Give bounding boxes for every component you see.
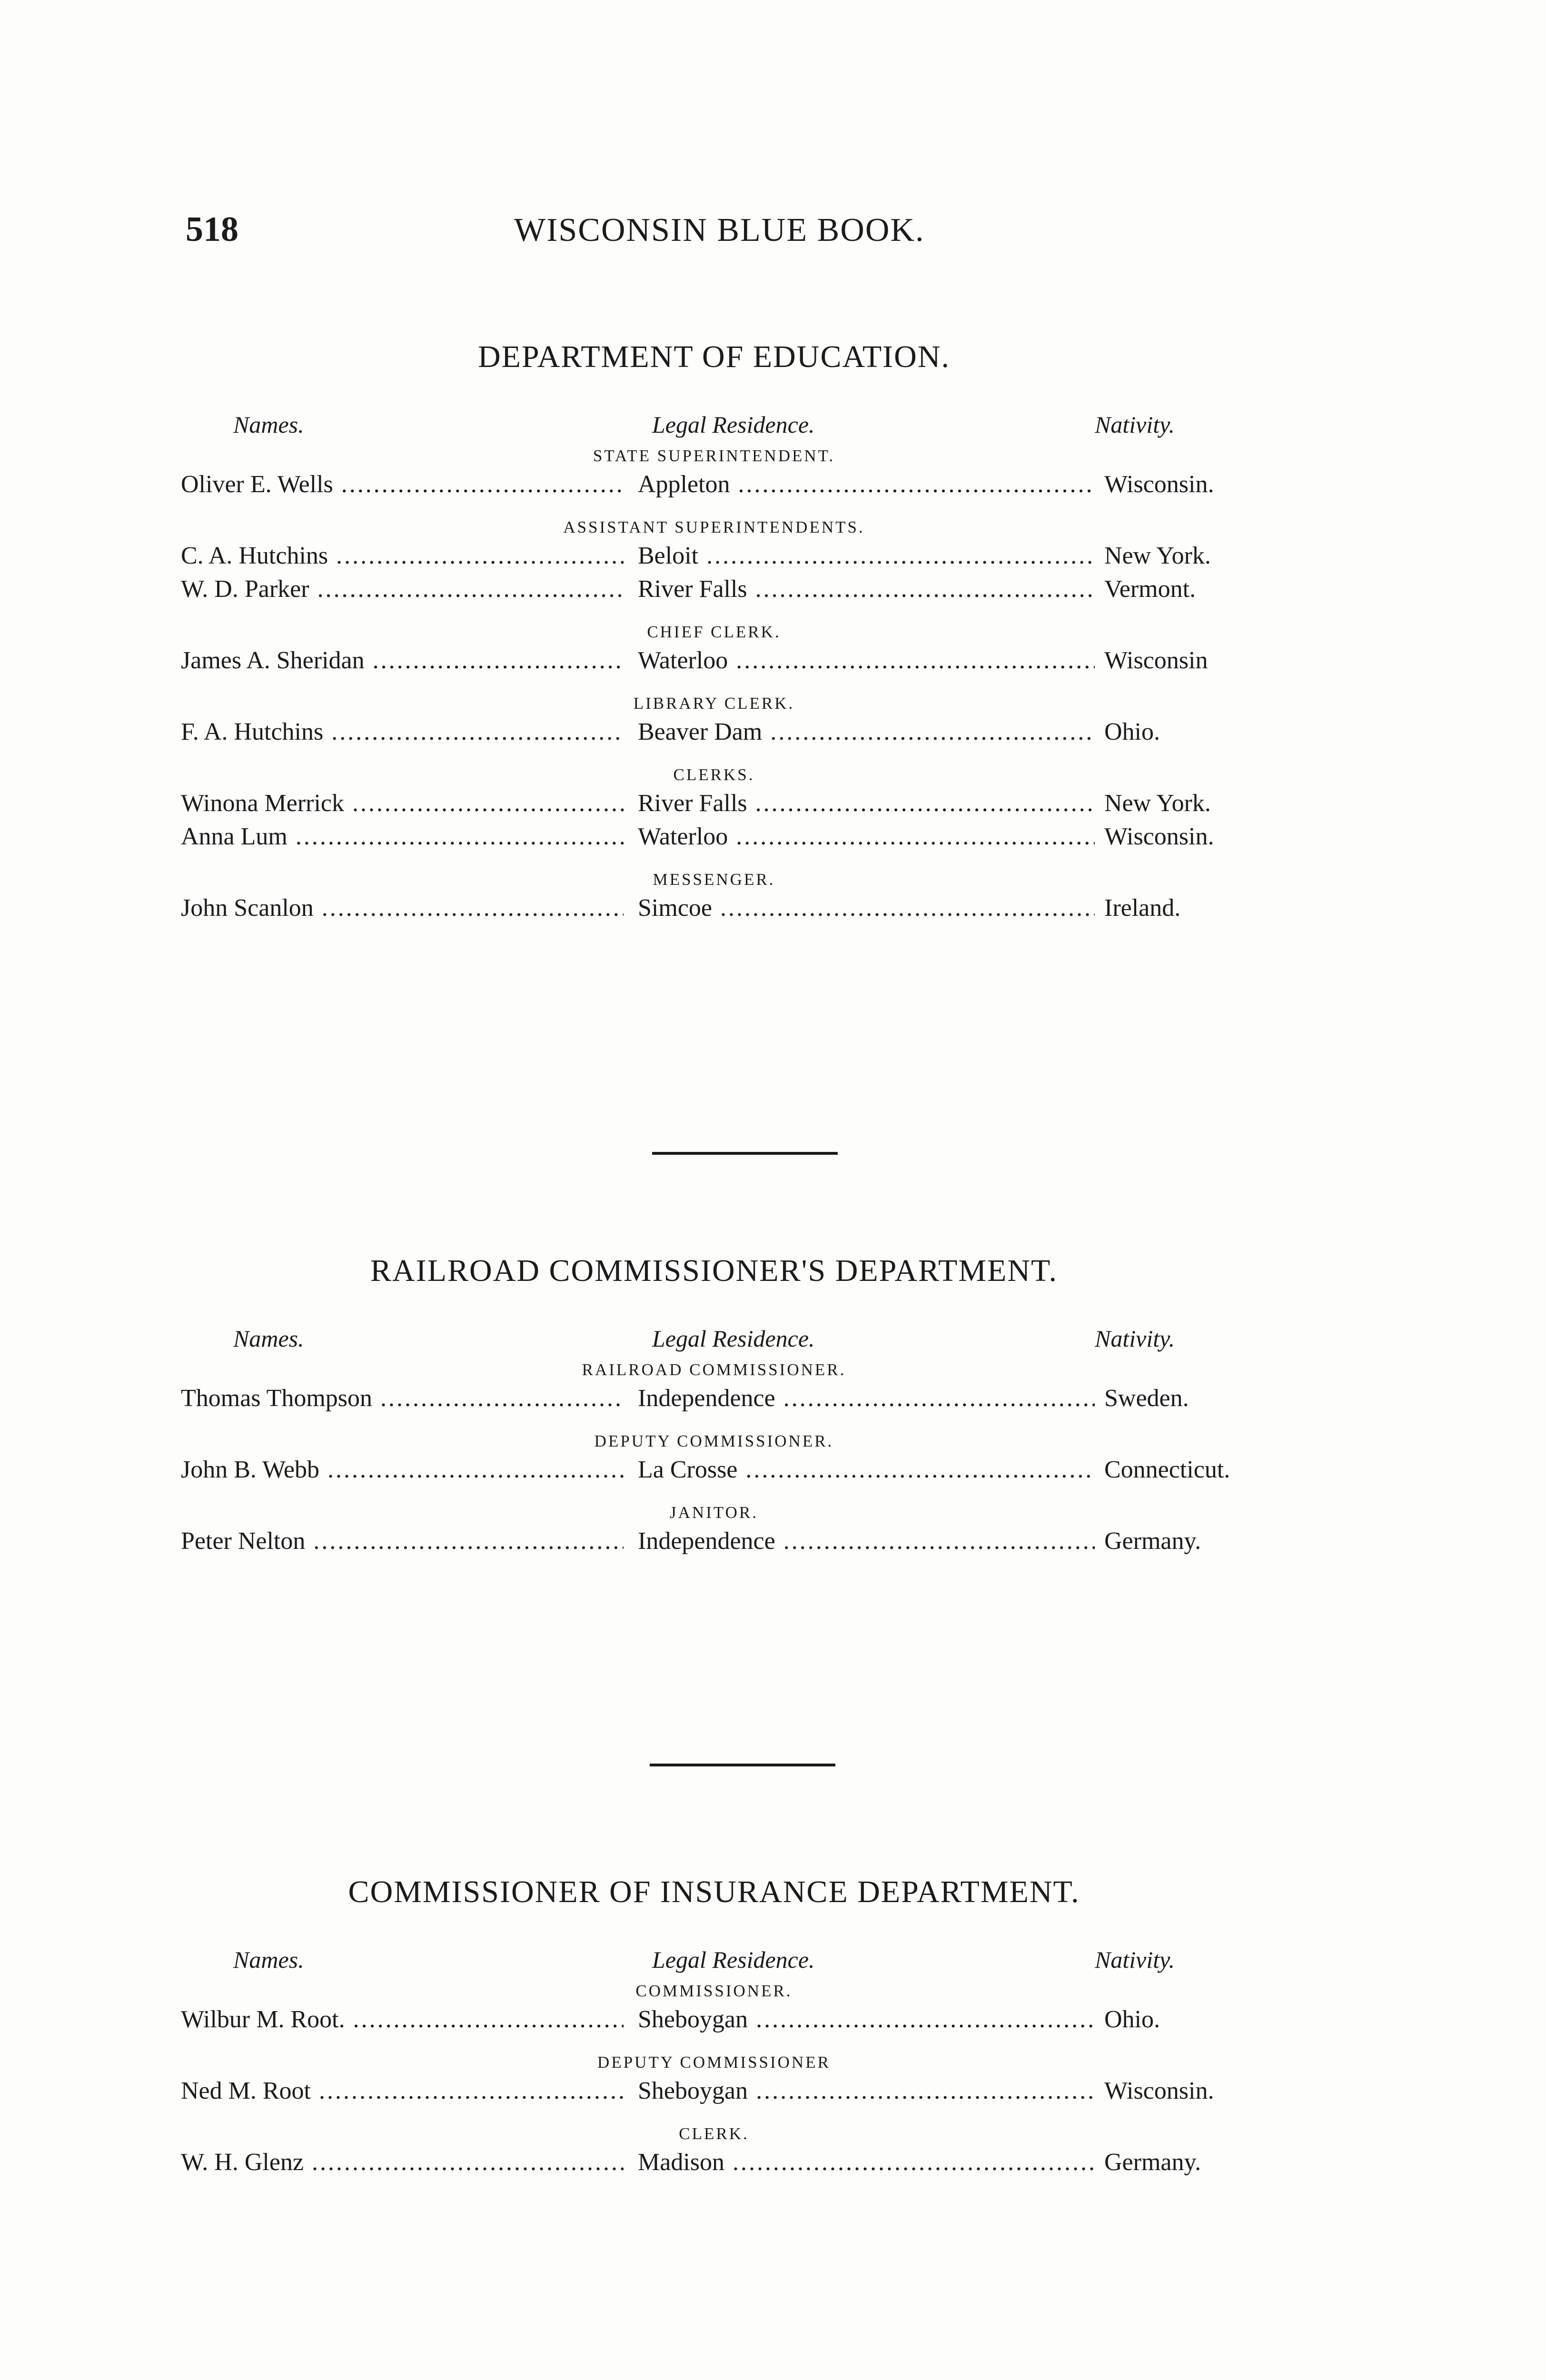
person-name: W. H. Glenz ..... (181, 2146, 624, 2179)
column-header-nativity: Nativity. (1095, 1946, 1175, 1973)
role-heading: LIBRARY CLERK. (633, 694, 795, 713)
table-row (181, 573, 1247, 606)
person-residence: Sheboygan ..... (638, 2003, 1095, 2036)
role-heading: ASSISTANT SUPERINTENDENTS. (563, 518, 865, 536)
section-title: COMMISSIONER OF INSURANCE DEPARTMENT. (348, 1874, 1080, 1909)
role-heading: DEPUTY COMMISSIONER. (594, 1432, 834, 1450)
person-name: Wilbur M. Root. ..... (181, 2003, 624, 2036)
person-residence: Sheboygan ..... (638, 2074, 1095, 2108)
column-header-residence: Legal Residence. (652, 411, 815, 438)
table-row (181, 892, 1247, 925)
table-row (181, 539, 1247, 573)
role-heading: CLERK. (679, 2124, 749, 2143)
role-heading: COMMISSIONER. (635, 1982, 793, 2000)
person-nativity: Wisconsin. (1104, 471, 1214, 498)
section-divider (650, 1764, 835, 1766)
role-heading: DEPUTY COMMISSIONER (597, 2053, 831, 2072)
person-residence: River Falls ..... (638, 573, 1095, 606)
column-header-names: Names. (233, 1946, 304, 1973)
person-name: Oliver E. Wells ..... (181, 468, 624, 501)
person-nativity: New York. (1104, 790, 1211, 817)
section-insurance (181, 1871, 1247, 2179)
table-row (181, 644, 1247, 677)
person-residence: Waterloo ..... (638, 820, 1095, 853)
person-name: F. A. Hutchins ..... (181, 715, 624, 749)
person-residence: Waterloo ..... (638, 644, 1095, 677)
table-row (181, 787, 1247, 820)
person-nativity: Ohio. (1104, 2006, 1160, 2033)
person-nativity: Wisconsin. (1104, 823, 1214, 850)
column-header-nativity: Nativity. (1095, 411, 1175, 438)
section-railroad (181, 1250, 1247, 1558)
person-name: John B. Webb ..... (181, 1453, 624, 1487)
table-row (181, 2074, 1247, 2108)
person-residence: Independence ..... (638, 1525, 1095, 1558)
person-nativity: Germany. (1104, 2149, 1201, 2176)
person-residence: Beloit ..... (638, 539, 1095, 573)
table-row (181, 2146, 1247, 2179)
person-nativity: Germany. (1104, 1527, 1201, 1555)
person-nativity: Connecticut. (1104, 1456, 1230, 1483)
column-headers (181, 1325, 1247, 1358)
person-residence: Madison ..... (638, 2146, 1095, 2179)
section-education (181, 336, 1247, 925)
person-nativity: Wisconsin (1104, 647, 1208, 674)
person-residence: Appleton ..... (638, 468, 1095, 501)
role-heading: CHIEF CLERK. (647, 623, 781, 641)
role-heading: MESSENGER. (653, 870, 775, 889)
person-nativity: Ireland. (1104, 894, 1181, 922)
role-heading: RAILROAD COMMISSIONER. (582, 1360, 846, 1379)
person-name: C. A. Hutchins ..... (181, 539, 624, 573)
person-name: Anna Lum ..... (181, 820, 624, 853)
person-name: James A. Sheridan ..... (181, 644, 624, 677)
column-header-residence: Legal Residence. (652, 1946, 815, 1973)
column-headers (181, 411, 1247, 444)
section-title: RAILROAD COMMISSIONER'S DEPARTMENT. (370, 1253, 1058, 1288)
table-row (181, 468, 1247, 501)
column-header-names: Names. (233, 411, 304, 438)
running-head: WISCONSIN BLUE BOOK. (514, 212, 925, 248)
person-name: John Scanlon ..... (181, 892, 624, 925)
table-row (181, 1382, 1247, 1415)
column-header-names: Names. (233, 1325, 304, 1352)
person-name: Peter Nelton ..... (181, 1525, 624, 1558)
role-heading: STATE SUPERINTENDENT. (593, 446, 835, 465)
column-headers (181, 1946, 1247, 1979)
person-residence: Simcoe ..... (638, 892, 1095, 925)
column-header-residence: Legal Residence. (652, 1325, 815, 1352)
person-name: Ned M. Root ..... (181, 2074, 624, 2108)
table-row (181, 1525, 1247, 1558)
section-divider (652, 1152, 838, 1155)
table-row (181, 715, 1247, 749)
role-heading: JANITOR. (670, 1503, 758, 1522)
person-nativity: Ohio. (1104, 718, 1160, 745)
page-header (186, 209, 1352, 252)
table-row (181, 820, 1247, 853)
page-number: 518 (186, 210, 238, 249)
table-row (181, 2003, 1247, 2036)
person-name: W. D. Parker ..... (181, 573, 624, 606)
person-nativity: Wisconsin. (1104, 2077, 1214, 2104)
table-row (181, 1453, 1247, 1487)
person-nativity: Sweden. (1104, 1385, 1189, 1412)
role-heading: CLERKS. (673, 765, 755, 784)
person-residence: River Falls ..... (638, 787, 1095, 820)
column-header-nativity: Nativity. (1095, 1325, 1175, 1352)
person-name: Thomas Thompson ..... (181, 1382, 624, 1415)
person-nativity: New York. (1104, 542, 1211, 569)
person-nativity: Vermont. (1104, 575, 1196, 603)
section-title: DEPARTMENT OF EDUCATION. (478, 339, 950, 374)
person-name: Winona Merrick ..... (181, 787, 624, 820)
person-residence: Beaver Dam ..... (638, 715, 1095, 749)
person-residence: La Crosse ..... (638, 1453, 1095, 1487)
person-residence: Independence ..... (638, 1382, 1095, 1415)
